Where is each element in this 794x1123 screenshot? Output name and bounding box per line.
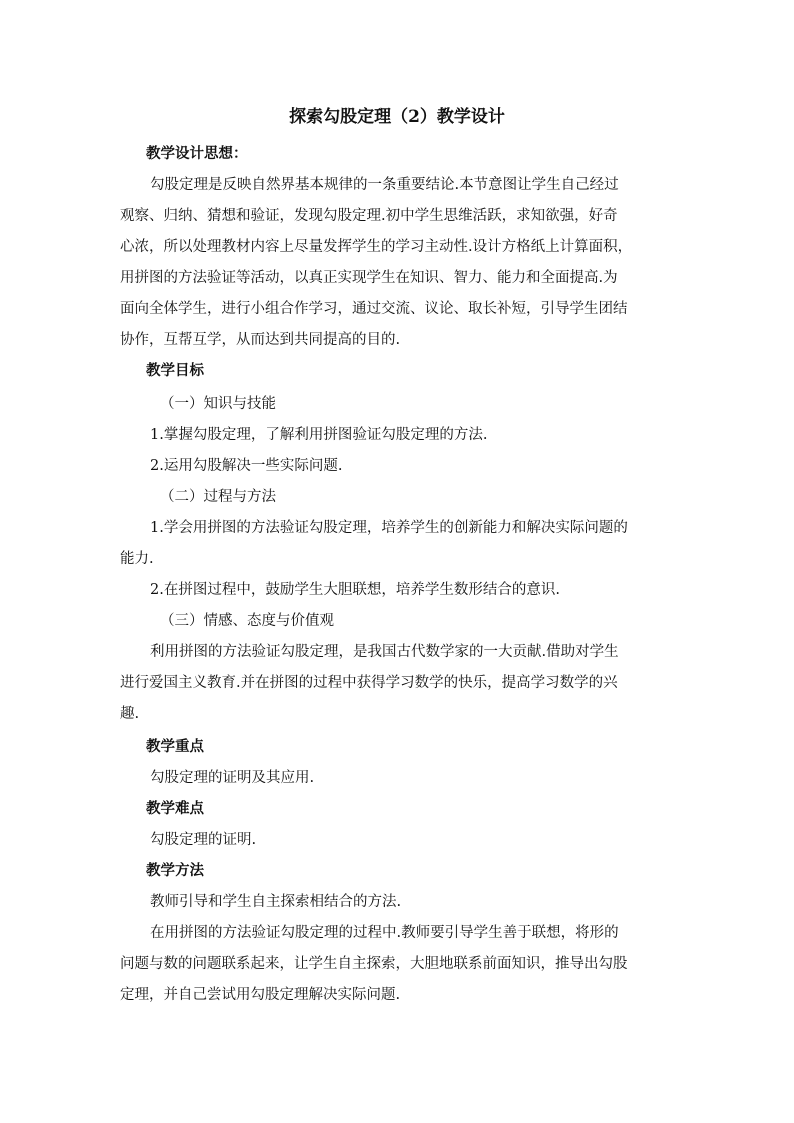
list-item-continuation: 能力. — [120, 551, 154, 567]
section-heading-difficult-points: 教学难点 — [146, 800, 204, 817]
list-item: 2.运用勾股解决一些实际问题. — [150, 458, 343, 474]
paragraph-line: 定理，并自己尝试用勾股定理解决实际问题. — [120, 987, 401, 1003]
section-heading-objectives: 教学目标 — [146, 362, 204, 379]
paragraph-line: 在用拼图的方法验证勾股定理的过程中.教师要引导学生善于联想，将形的 — [150, 925, 619, 941]
section-heading-key-points: 教学重点 — [146, 738, 204, 755]
paragraph-line: 利用拼图的方法验证勾股定理，是我国古代数学家的一大贡献.借助对学生 — [150, 644, 619, 660]
list-item: 1.掌握勾股定理，了解利用拼图验证勾股定理的方法. — [150, 427, 488, 443]
list-item: 1.学会用拼图的方法验证勾股定理，培养学生的创新能力和解决实际问题的 — [150, 520, 628, 536]
paragraph-line: 问题与数的问题联系起来，让学生自主探索，大胆地联系前面知识，推导出勾股 — [120, 956, 628, 972]
paragraph-line: 观察、归纳、猜想和验证，发现勾股定理.初中学生思维活跃，求知欲强，好奇 — [120, 208, 618, 224]
document-title: 探索勾股定理（2）教学设计 — [289, 107, 505, 127]
paragraph-line: 心浓，所以处理教材内容上尽量发挥学生的学习主动性.设计方格纸上计算面积， — [120, 239, 633, 255]
subsection-label-emotion: （三）情感、态度与价值观 — [160, 613, 334, 629]
paragraph-line: 用拼图的方法验证等活动，以真正实现学生在知识、智力、能力和全面提高.为 — [120, 270, 618, 286]
paragraph-line: 面向全体学生，进行小组合作学习，通过交流、议论、取长补短，引导学生团结 — [120, 301, 628, 317]
subsection-label-knowledge: （一）知识与技能 — [160, 396, 276, 412]
paragraph-line: 趣. — [120, 706, 140, 722]
paragraph-line: 勾股定理的证明及其应用. — [150, 770, 315, 786]
section-heading-design-idea: 教学设计思想： — [146, 145, 248, 162]
subsection-label-process: （二）过程与方法 — [160, 489, 276, 505]
list-item: 2.在拼图过程中，鼓励学生大胆联想，培养学生数形结合的意识. — [150, 582, 560, 598]
paragraph-line: 进行爱国主义教育.并在拼图的过程中获得学习数学的快乐，提高学习数学的兴 — [120, 675, 618, 691]
paragraph-line: 勾股定理是反映自然界基本规律的一条重要结论.本节意图让学生自己经过 — [150, 177, 619, 193]
section-heading-methods: 教学方法 — [146, 862, 204, 879]
paragraph-line: 教师引导和学生自主探索相结合的方法. — [150, 894, 402, 910]
paragraph-line: 勾股定理的证明. — [150, 832, 257, 848]
paragraph-line: 协作，互帮互学，从而达到共同提高的目的. — [120, 332, 401, 348]
